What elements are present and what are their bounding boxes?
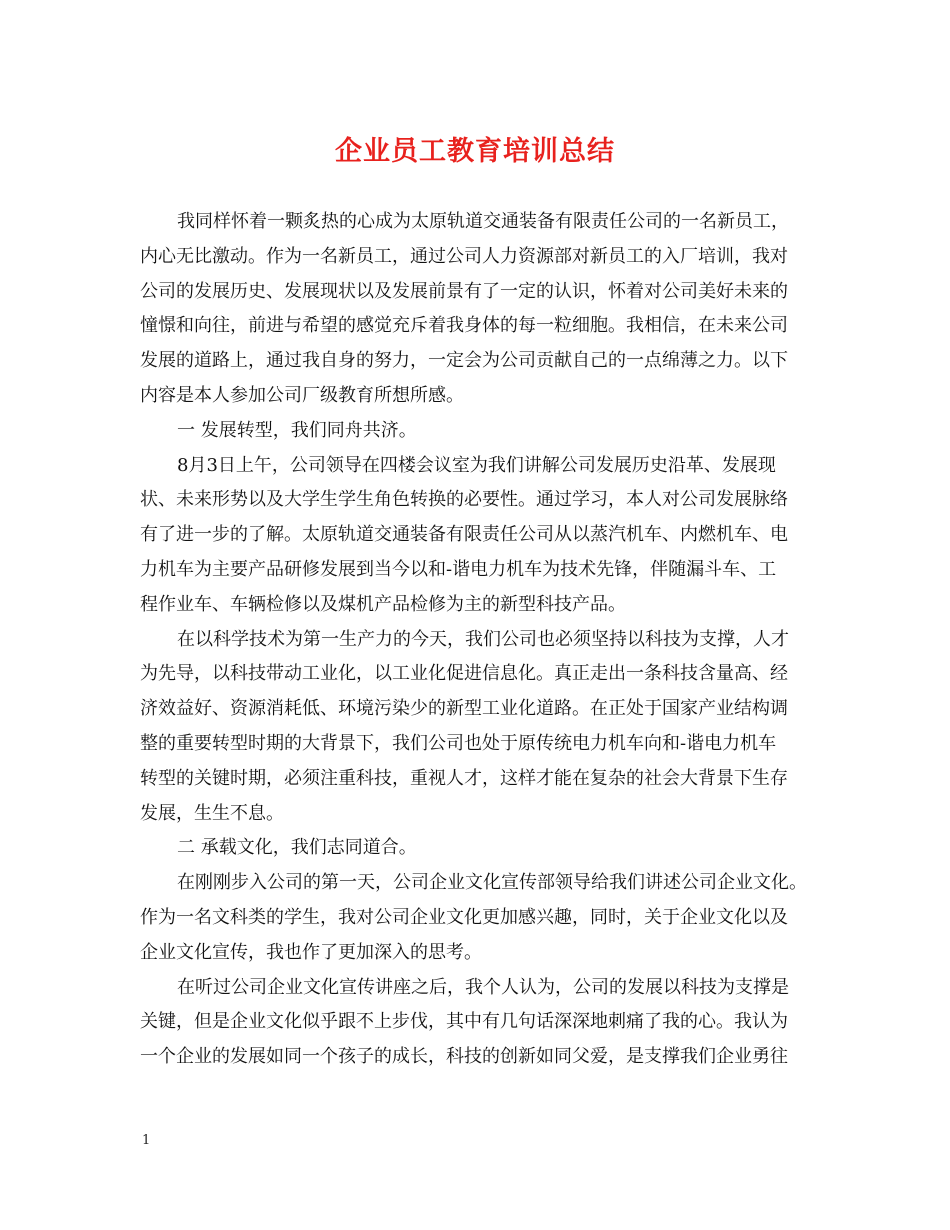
document-body <box>140 205 830 1075</box>
text-line: 二 承载文化，我们志同道合。 <box>177 837 417 859</box>
text-line: 发展的道路上，通过我自身的努力，一定会为公司贡献自己的一点绵薄之力。以下 <box>140 350 788 372</box>
text-line: 济效益好、资源消耗低、环境污染少的新型工业化道路。在正处于国家产业结构调 <box>140 698 788 720</box>
document-title: 企业员工教育培训总结 <box>335 136 615 167</box>
text-line: 公司的发展历史、发展现状以及发展前景有了一定的认识，怀着对公司美好未来的 <box>140 280 788 302</box>
text-line: 为先导，以科技带动工业化，以工业化促进信息化。真正走出一条科技含量高、经 <box>140 663 788 685</box>
text-line: 内心无比激动。作为一名新员工，通过公司人力资源部对新员工的入厂培训，我对 <box>140 245 788 267</box>
text-line: 在刚刚步入公司的第一天，公司企业文化宣传部领导给我们讲述公司企业文化。 <box>177 872 807 894</box>
text-line: 在听过公司企业文化宣传讲座之后，我个人认为，公司的发展以科技为支撑是 <box>177 976 789 998</box>
text-line: 整的重要转型时期的大背景下，我们公司也处于原传统电力机车向和-谐电力机车 <box>140 732 777 754</box>
text-line: 程作业车、车辆检修以及煤机产品检修为主的新型科技产品。 <box>140 593 626 615</box>
text-line: 在以科学技术为第一生产力的今天，我们公司也必须坚持以科技为支撑，人才 <box>177 628 789 650</box>
text-line: 我同样怀着一颗炙热的心成为太原轨道交通装备有限责任公司的一名新员工， <box>177 211 789 232</box>
page-number: 1 <box>142 1133 151 1148</box>
text-line: 状、未来形势以及大学生学生角色转换的必要性。通过学习，本人对公司发展脉络 <box>140 489 788 511</box>
text-line: 一 发展转型，我们同舟共济。 <box>177 419 417 441</box>
text-line: 有了进一步的了解。太原轨道交通装备有限责任公司从以蒸汽机车、内燃机车、电 <box>140 524 788 546</box>
text-line: 8月3日上午，公司领导在四楼会议室为我们讲解公司发展历史沿革、发展现 <box>177 454 776 476</box>
text-line: 内容是本人参加公司厂级教育所想所感。 <box>140 384 464 406</box>
text-line: 关键，但是企业文化似乎跟不上步伐，其中有几句话深深地刺痛了我的心。我认为 <box>140 1011 788 1033</box>
text-line: 一个企业的发展如同一个孩子的成长，科技的创新如同父爱，是支撑我们企业勇往 <box>140 1046 788 1068</box>
text-line: 作为一名文科类的学生，我对公司企业文化更加感兴趣，同时，关于企业文化以及 <box>140 906 788 928</box>
text-line: 转型的关键时期，必须注重科技，重视人才，这样才能在复杂的社会大背景下生存 <box>140 767 788 789</box>
text-line: 力机车为主要产品研修发展到当今以和-谐电力机车为技术先锋，伴随漏斗车、工 <box>140 558 777 580</box>
text-line: 企业文化宣传，我也作了更加深入的思考。 <box>140 941 482 963</box>
text-line: 发展，生生不息。 <box>140 802 284 824</box>
text-line: 憧憬和向往，前进与希望的感觉充斥着我身体的每一粒细胞。我相信，在未来公司 <box>140 315 788 337</box>
